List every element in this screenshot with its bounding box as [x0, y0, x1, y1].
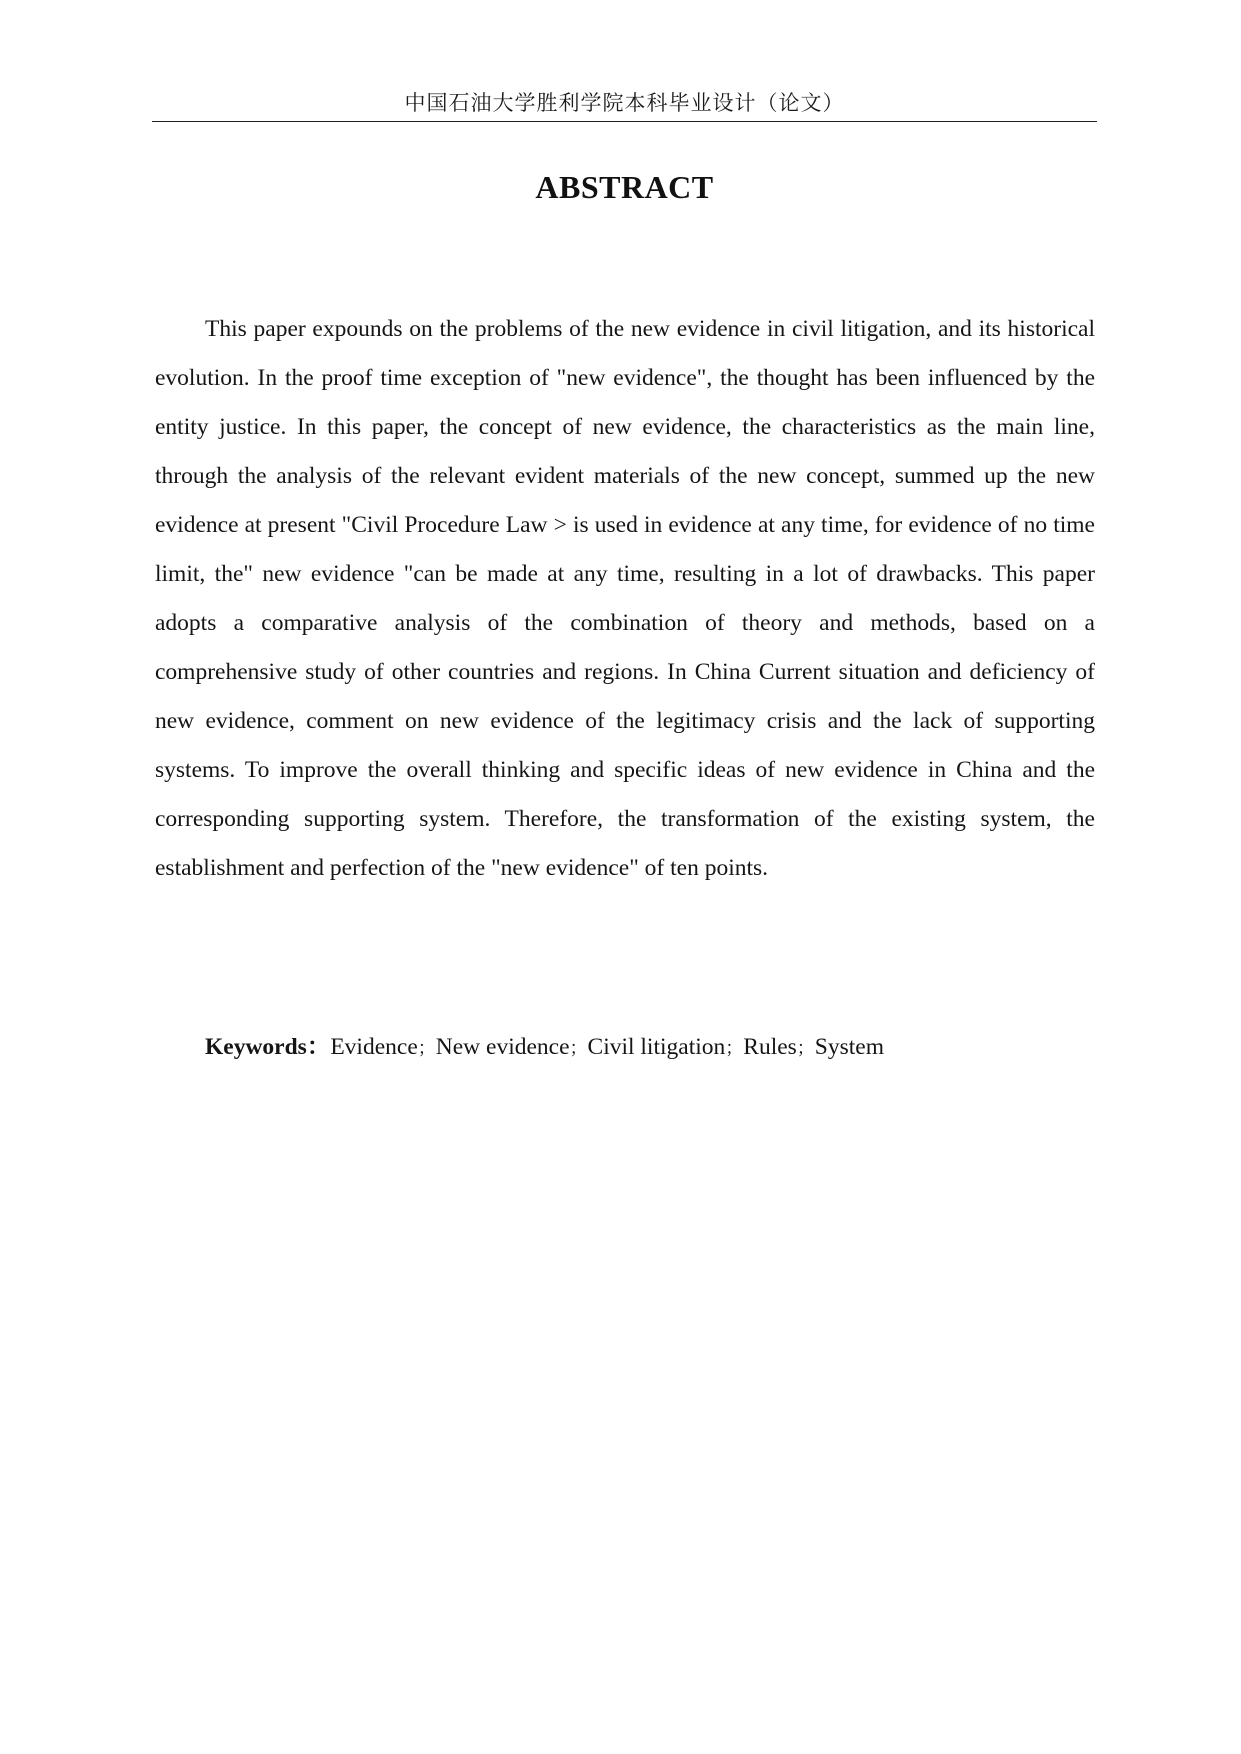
keywords-line	[205, 1027, 1095, 1069]
keyword-separator: ；	[417, 1038, 436, 1059]
keyword-item: System	[814, 1034, 885, 1060]
page-title: ABSTRACT	[535, 169, 714, 205]
keyword-item: Rules	[743, 1034, 797, 1060]
keyword-separator: ；	[569, 1038, 588, 1059]
header-divider	[152, 121, 1097, 122]
abstract-paragraph: This paper expounds on the problems of the new evidence in civil litigation, and its historical evolution. In the proof time exception of "new evidence", the thought has been influenced by the entity justice. In this paper, the concept of new evidence, the characteristics as the main line, through the analysis of the relevant evident materials of the new concept, summed up the new evidence at present "Civil Procedure Law > is used in evidence at any time, for evidence of no time limit, the" new evidence "can be made at any time, resulting in a lot of drawbacks. This paper adopts a comparative analysis of the combination of theory and methods, based on a comprehensive study of other countries and regions. In China Current situation and deficiency of new evidence, comment on new evidence of the legitimacy crisis and the lack of supporting systems. To improve the overall thinking and specific ideas of new evidence in China and the corresponding supporting system. Therefore, the transformation of the existing system, the establishment and perfection of the "new evidence" of ten points.	[155, 316, 1095, 881]
keyword-separator: ；	[725, 1038, 744, 1059]
keyword-separator: ；	[796, 1038, 815, 1059]
keyword-item: New evidence	[435, 1034, 570, 1060]
keywords-label: Keywords：	[205, 1034, 331, 1060]
keyword-item: Evidence	[330, 1034, 418, 1060]
keyword-item: Civil litigation	[587, 1034, 726, 1060]
running-header: 中国石油大学胜利学院本科毕业设计（论文）	[404, 91, 845, 115]
